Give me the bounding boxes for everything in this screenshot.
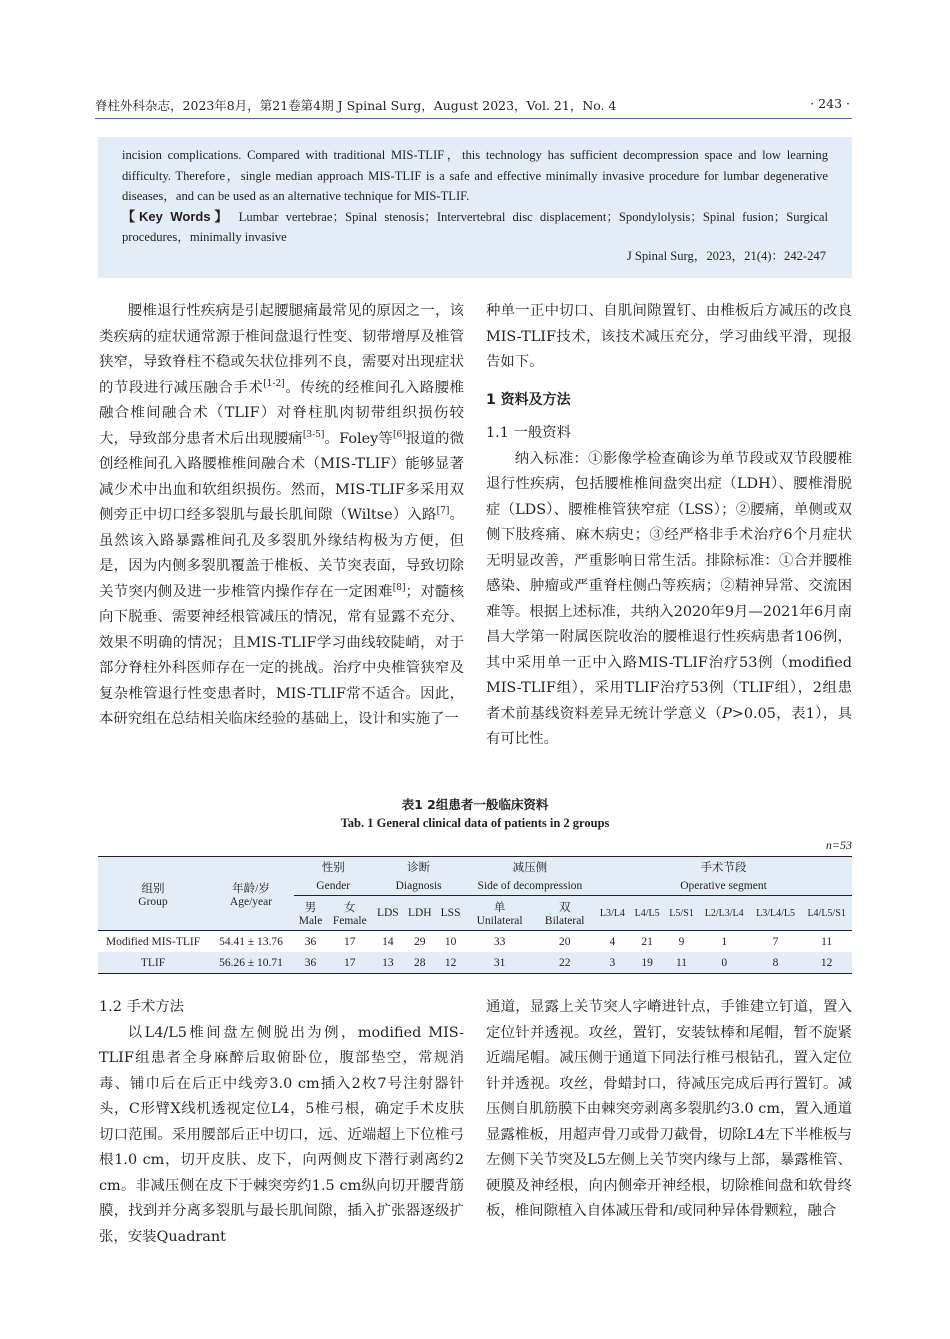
seg-header-cn: 手术节段 (595, 857, 852, 877)
methods-paragraph: 以L4/L5椎间盘左侧脱出为例，modified MIS-TLIF组患者全身麻醉后取俯卧位，腹部垫空，常规消毒、铺巾后在后正中线旁3.0 cm插入2枚7号注射器针头，C形臂X线机透视定位L4，5椎弓根，确定手术皮肤切口范围。采用腰部后正中切口，远、近端超上下位椎弓根1.0 cm，切开皮肤、皮下，向两侧皮下潜行剥离约2 cm。非减压侧在皮下于棘突旁约1.5 cm纵向切开腰背筋膜，找到并分离多裂肌与最长肌间隙，插入扩张器逐级扩张，安装Quadrant (99, 1024, 464, 1245)
keywords-label: 【Key Words】 (122, 208, 232, 224)
diag-header-cn: 诊断 (372, 857, 464, 877)
seg6-header: L4/L5/S1 (801, 896, 852, 931)
intro-paragraph (99, 299, 464, 733)
abstract-text: incision complications. Compared with traditional MIS-TLIF，this technology has sufficient decompression space and low learning difficulty. Therefore，single median approach MIS-TLIF is a safe and effective minimally invasive procedure for lumbar degenerative diseases，and can be used as an alternative technique for MIS-TLIF. (122, 148, 828, 203)
clinical-data-table (98, 856, 852, 974)
ldh-header: LDH (403, 896, 436, 931)
subsection-heading-1-2: 1.2 手术方法 (99, 999, 185, 1015)
keywords-text: Lumbar vertebrae；Spinal stenosis；Intervertebral disc displacement；Spondylolysis；Spinal fusion；Surgical procedures，minimally invasive (122, 209, 829, 244)
seg1-header: L3/L4 (595, 896, 630, 931)
uni-header: 单 Unilateral (465, 896, 535, 931)
inclusion-paragraph (486, 447, 852, 753)
journal-line: 脊柱外科杂志，2023年8月，第21卷第4期 J Spinal Surg，August 2023，Vol. 21，No. 4 (95, 98, 617, 113)
group-header: 组别 Group (98, 857, 208, 931)
gender-header-cn: 性别 (294, 857, 372, 877)
lds-header: LDS (372, 896, 403, 931)
inclusion-text: 纳入标准：①影像学检查确诊为单节段或双节段腰椎退行性疾病，包括腰椎椎间盘突出症（LDH）、腰椎滑脱症（LDS）、腰椎椎管狭窄症（LSS）；②腰痛，单侧或双侧下肢疼痛、麻木病史；③经严格非手术治疗6个月症状无明显改善，严重影响日常生活。排除标准：①合并腰椎感染、肿瘤或严重脊柱侧凸等疾病；②精神异常、交流困难等。根据上述标准，共纳入2020年9月—2021年6月南昌大学第一附属医院收治的腰椎退行性疾病患者106例，其中采用单一正中入路MIS-TLIF治疗53例（modified MIS-TLIF组），采用TLIF治疗53例（TLIF组），2组患者术前基线资料差异无统计学意义（ (486, 450, 852, 722)
age-header: 年龄/岁 Age/year (208, 857, 294, 931)
ref-6: [6] (392, 429, 406, 440)
subsection-heading: 1.1 一般资料 (486, 425, 572, 441)
abstract-box (98, 137, 852, 278)
seg5-header: L3/L4/L5 (750, 896, 801, 931)
side-header-cn: 减压侧 (465, 857, 595, 877)
section-heading: 1 资料及方法 (486, 391, 571, 408)
diag-header-en: Diagnosis (372, 876, 464, 896)
table-row: Modified MIS-TLIF 54.41 ± 13.76 36 17 14 29 10 33 20 4 21 9 1 7 11 (98, 931, 852, 953)
intro-text-e: 。虽然该入路暴露椎间孔及多裂肌外缘结构极为方便，但是，因为内侧多裂肌覆盖于椎板、关节突表面，导致切除关节突内侧及进一步椎管内操作存在一定困难 (99, 507, 464, 600)
seg-header-en: Operative segment (595, 876, 852, 896)
intro-continuation: 种单一正中切口、自肌间隙置钉、由椎板后方减压的改良MIS-TLIF技术，该技术减压充分，学习曲线平滑，现报告如下。 (486, 303, 852, 370)
table-caption-en: Tab. 1 General clinical data of patients in 2 groups (340, 816, 610, 830)
seg3-header: L5/S1 (664, 896, 698, 931)
ref-1-2: [1-2] (263, 378, 285, 389)
citation: J Spinal Surg，2023，21(4)：242-247 (626, 248, 826, 263)
male-header: 男 Male (294, 896, 327, 931)
table-row: TLIF 56.26 ± 10.71 36 17 13 28 12 31 22 3 19 11 0 8 12 (98, 952, 852, 974)
intro-text-c: 。Foley等 (324, 430, 393, 447)
intro-right-column (486, 299, 852, 753)
bi-header: 双 Bilateral (534, 896, 595, 931)
seg4-header: L2/L3/L4 (699, 896, 750, 931)
gender-header-en: Gender (294, 876, 372, 896)
intro-left-column (99, 299, 464, 733)
inclusion-text-end: >0.05，表1），具有可比性。 (486, 705, 852, 747)
page-number: · 243 · (810, 96, 850, 111)
intro-text-f: ；对髓核向下脱垂、需要神经根管减压的情况，常有显露不充分、效果不明确的情况；且MIS-TLIF学习曲线较陡峭，对于部分脊柱外科医师存在一定的挑战。治疗中央椎管狭窄及复杂椎管退行性变患者时，MIS-TLIF常不适合。因此，本研究组在总结相关临床经验的基础上，设计和实施了一 (99, 583, 464, 727)
female-header: 女 Female (327, 896, 372, 931)
ref-8: [8] (392, 582, 406, 593)
methods-continuation: 通道，显露上关节突人字嵴进针点，手锥建立钉道，置入定位针并透视。攻丝，置钉，安装钛棒和尾帽，暂不旋紧近端尾帽。减压侧于通道下同法行椎弓根钻孔，置入定位针并透视。攻丝，骨蜡封口，待减压完成后再行置钉。减压侧自肌筋膜下由棘突旁剥离多裂肌约3.0 cm，置入通道显露椎板，用超声骨刀或骨刀截骨，切除L4左下半椎板与左侧下关节突及L5左侧上关节突内缘与上部，暴露椎管、硬膜及神经根，向内侧牵开神经根，切除椎间盘和软骨终板，椎间隙植入自体减压骨和/或同种异体骨颗粒，融合 (486, 999, 852, 1219)
intro-text-a: 腰椎退行性疾病是引起腰腿痛最常见的原因之一，该类疾病的症状通常源于椎间盘退行性变、韧带增厚及椎管狭窄，导致脊柱不稳或矢状位排列不良，需要对出现症状的节段进行减压融合手术 (99, 303, 464, 396)
methods-left-column (99, 995, 464, 1250)
ref-7: [7] (436, 506, 450, 517)
table-n-note: n=53 (825, 838, 852, 852)
keywords-line (122, 207, 828, 248)
side-header-en: Side of decompression (465, 876, 595, 896)
table-caption-cn: 表1 2组患者一般临床资料 (401, 797, 549, 812)
running-header (95, 92, 852, 119)
ref-3-5: [3-5] (302, 429, 325, 440)
intro-text-d: 报道的微创经椎间孔入路腰椎椎间融合术（MIS-TLIF）能够显著减少术中出血和软组织损伤。然而，MIS-TLIF多采用双侧旁正中切口经多裂肌与最长肌间隙（Wiltse）入路 (99, 430, 464, 523)
methods-right-column (486, 995, 852, 1225)
intro-text-b: 。传统的经椎间孔入路腰椎融合椎间融合术（TLIF）对脊柱肌肉韧带组织损伤较大，导致部分患者术后出现腰痛 (99, 379, 464, 447)
seg2-header: L4/L5 (630, 896, 665, 931)
lss-header: LSS (436, 896, 465, 931)
p-symbol: P (722, 705, 732, 722)
